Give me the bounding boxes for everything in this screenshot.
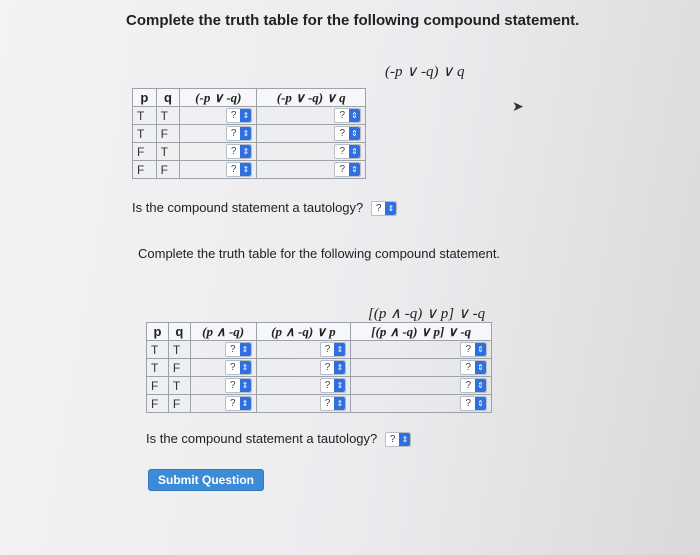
q2-cell-p: T [147, 341, 169, 359]
up-down-arrows-icon: ⇕ [349, 109, 360, 122]
up-down-arrows-icon: ⇕ [399, 433, 410, 446]
q2-cell-col2 [256, 359, 351, 377]
q2-header-row [147, 323, 492, 341]
q1-cell-q: T [156, 143, 180, 161]
up-down-arrows-icon: ⇕ [385, 202, 396, 215]
select-value: ? [339, 164, 345, 176]
up-down-arrows-icon: ⇕ [475, 343, 486, 356]
q2-r2-col2-select[interactable] [320, 360, 347, 375]
select-value: ? [229, 398, 236, 410]
table-row [133, 107, 366, 125]
q2-cell-col2 [256, 341, 351, 359]
q1-header-q: q [156, 89, 180, 107]
up-down-arrows-icon: ⇕ [240, 397, 251, 410]
q2-cell-p: T [147, 359, 169, 377]
q1-cell-q: F [156, 125, 180, 143]
up-down-arrows-icon: ⇕ [349, 127, 360, 140]
q2-cell-col2 [256, 395, 351, 413]
q1-tautology-select[interactable] [371, 201, 398, 216]
q2-r4-col2-select[interactable] [320, 396, 347, 411]
table-row [133, 161, 366, 179]
q1-cell-col2 [257, 107, 366, 125]
up-down-arrows-icon: ⇕ [334, 379, 345, 392]
q1-r1-col2-select[interactable] [334, 108, 361, 123]
q2-cell-col3 [351, 341, 492, 359]
q2-formula: [(p ∧ -q) ∨ p] ∨ -q [368, 306, 486, 322]
q1-r3-col1-select[interactable] [226, 144, 253, 159]
q2-r2-col1-select[interactable] [225, 360, 252, 375]
q2-cell-q: T [168, 341, 190, 359]
q1-cell-q: F [156, 161, 180, 179]
select-value: ? [465, 344, 471, 356]
q1-cell-col2 [257, 161, 366, 179]
q1-cell-col1 [180, 161, 257, 179]
table-row [147, 395, 492, 413]
q2-r1-col2-select[interactable] [320, 342, 347, 357]
q2-r4-col1-select[interactable] [225, 396, 252, 411]
up-down-arrows-icon: ⇕ [475, 361, 486, 374]
select-value: ? [230, 110, 237, 122]
q1-cell-p: F [133, 161, 157, 179]
q2-truth-table [146, 322, 492, 413]
q1-r1-col1-select[interactable] [226, 108, 253, 123]
up-down-arrows-icon: ⇕ [349, 145, 360, 158]
q1-formula: (-p ∨ -q) ∨ q [385, 64, 465, 80]
up-down-arrows-icon: ⇕ [240, 109, 251, 122]
q2-cell-col3 [351, 395, 492, 413]
q1-r2-col1-select[interactable] [226, 126, 253, 141]
up-down-arrows-icon: ⇕ [240, 145, 251, 158]
q2-cell-p: F [147, 395, 169, 413]
q2-question-text: Is the compound statement a tautology? [146, 431, 378, 446]
select-value: ? [230, 128, 237, 140]
q2-cell-col3 [351, 377, 492, 395]
select-value: ? [465, 398, 471, 410]
q1-truth-table [132, 88, 366, 179]
q1-header-row [133, 89, 366, 107]
q2-r3-col1-select[interactable] [225, 378, 252, 393]
select-value: ? [229, 362, 236, 374]
q1-header-p: p [133, 89, 157, 107]
q1-r4-col2-select[interactable] [334, 162, 361, 177]
q2-r3-col3-select[interactable] [460, 378, 487, 393]
select-value: ? [324, 344, 331, 356]
q1-question-text: Is the compound statement a tautology? [132, 200, 364, 215]
q1-cell-col1 [180, 143, 257, 161]
submit-question-button[interactable]: Submit Question [148, 469, 264, 491]
up-down-arrows-icon: ⇕ [475, 397, 486, 410]
table-row [147, 341, 492, 359]
q2-header-col1: (p ∧ -q) [190, 323, 256, 341]
q2-r1-col1-select[interactable] [225, 342, 252, 357]
select-value: ? [465, 380, 471, 392]
select-value: ? [339, 128, 345, 140]
q2-cell-col1 [190, 377, 256, 395]
select-value: ? [324, 398, 331, 410]
table-row [147, 377, 492, 395]
q1-cell-col1 [180, 107, 257, 125]
q2-r1-col3-select[interactable] [460, 342, 487, 357]
q2-header-q: q [168, 323, 190, 341]
up-down-arrows-icon: ⇕ [240, 343, 251, 356]
up-down-arrows-icon: ⇕ [334, 397, 345, 410]
q2-cell-col2 [256, 377, 351, 395]
q1-r2-col2-select[interactable] [334, 126, 361, 141]
q1-header-col1: (-p ∨ -q) [180, 89, 257, 107]
q2-cell-col1 [190, 359, 256, 377]
q2-heading: Complete the truth table for the following compound statement. [138, 246, 501, 261]
q1-r3-col2-select[interactable] [334, 144, 361, 159]
up-down-arrows-icon: ⇕ [475, 379, 486, 392]
up-down-arrows-icon: ⇕ [240, 379, 251, 392]
q2-cell-q: F [168, 359, 190, 377]
q2-r2-col3-select[interactable] [460, 360, 487, 375]
select-value: ? [230, 146, 237, 158]
select-value: ? [229, 344, 236, 356]
q2-header-p: p [147, 323, 169, 341]
q2-cell-p: F [147, 377, 169, 395]
mouse-pointer-icon: ➤ [512, 98, 524, 114]
up-down-arrows-icon: ⇕ [349, 163, 360, 176]
q2-r4-col3-select[interactable] [460, 396, 487, 411]
select-value: ? [324, 380, 331, 392]
q2-tautology-question [146, 431, 411, 447]
up-down-arrows-icon: ⇕ [334, 361, 345, 374]
q1-cell-col1 [180, 125, 257, 143]
table-row [147, 359, 492, 377]
q1-cell-p: F [133, 143, 157, 161]
up-down-arrows-icon: ⇕ [334, 343, 345, 356]
select-value: ? [230, 164, 237, 176]
table-row [133, 125, 366, 143]
select-value: ? [389, 434, 396, 446]
q1-cell-q: T [156, 107, 180, 125]
q2-cell-col3 [351, 359, 492, 377]
q1-r4-col1-select[interactable] [226, 162, 253, 177]
q1-cell-p: T [133, 125, 157, 143]
q2-header-col3: [(p ∧ -q) ∨ p] ∨ -q [351, 323, 492, 341]
q1-header-col2: (-p ∨ -q) ∨ q [257, 89, 366, 107]
q2-cell-col1 [190, 341, 256, 359]
q1-cell-p: T [133, 107, 157, 125]
q2-header-col2: (p ∧ -q) ∨ p [256, 323, 351, 341]
q2-r3-col2-select[interactable] [320, 378, 347, 393]
select-value: ? [339, 110, 345, 122]
q1-cell-col2 [257, 125, 366, 143]
q1-cell-col2 [257, 143, 366, 161]
select-value: ? [324, 362, 331, 374]
table-row [133, 143, 366, 161]
q1-tautology-question [132, 200, 397, 216]
q2-cell-col1 [190, 395, 256, 413]
q1-heading: Complete the truth table for the following compound statement. [126, 12, 580, 29]
up-down-arrows-icon: ⇕ [240, 127, 251, 140]
q2-tautology-select[interactable] [385, 432, 412, 447]
q2-cell-q: F [168, 395, 190, 413]
select-value: ? [229, 380, 236, 392]
select-value: ? [465, 362, 471, 374]
up-down-arrows-icon: ⇕ [240, 163, 251, 176]
q2-cell-q: T [168, 377, 190, 395]
up-down-arrows-icon: ⇕ [240, 361, 251, 374]
select-value: ? [339, 146, 345, 158]
select-value: ? [375, 203, 382, 215]
